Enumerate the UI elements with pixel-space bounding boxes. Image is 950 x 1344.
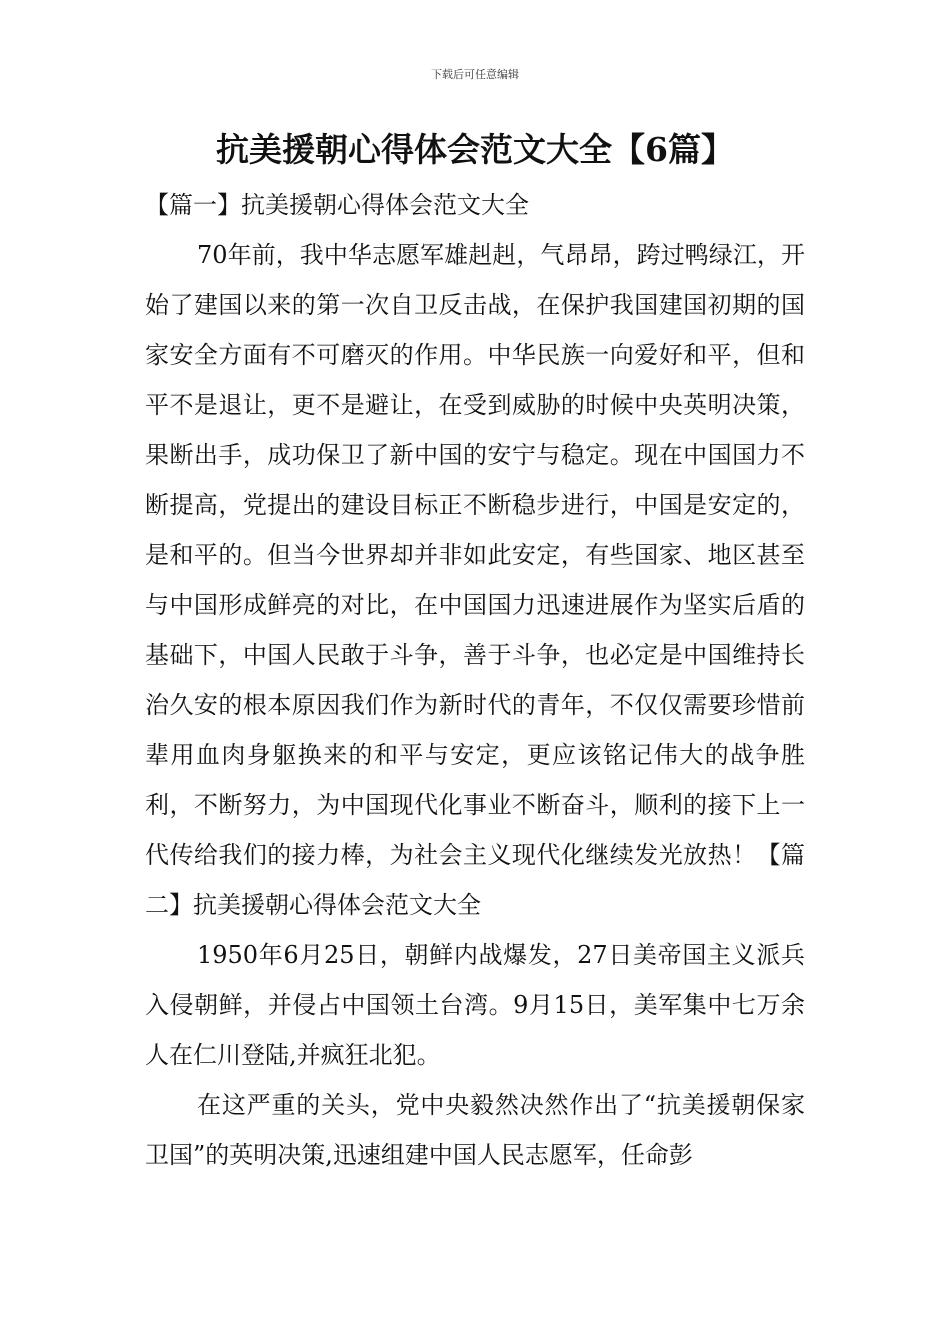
document-body xyxy=(145,180,805,1180)
section-heading: 【篇一】抗美援朝心得体会范文大全 xyxy=(145,191,529,219)
page-header-note: 下载后可任意编辑 xyxy=(431,68,519,81)
document-title: 抗美援朝心得体会范文大全【6篇】 xyxy=(216,130,734,169)
body-paragraph: 在这严重的关头，党中央毅然决然作出了“抗美援朝保家卫国”的英明决策,迅速组建中国人民志愿军，任命彭 xyxy=(145,1091,805,1169)
body-paragraph: 70年前，我中华志愿军雄赳赳，气昂昂，跨过鸭绿江，开始了建国以来的第一次自卫反击战，在保护我国建国初期的国家安全方面有不可磨灭的作用。中华民族一向爱好和平，但和平不是退让，更不是避让，在受到威胁的时候中央英明决策，果断出手，成功保卫了新中国的安宁与稳定。现在中国国力不断提高，党提出的建设目标正不断稳步进行，中国是安定的，是和平的。但当今世界却并非如此安定，有些国家、地区甚至与中国形成鲜亮的对比，在中国国力迅速进展作为坚实后盾的基础下，中国人民敢于斗争，善于斗争，也必定是中国维持长治久安的根本原因我们作为新时代的青年，不仅仅需要珍惜前辈用血肉身躯换来的和平与安定，更应该铭记伟大的战争胜利，不断努力，为中国现代化事业不断奋斗，顺利的接下上一代传给我们的接力棒，为社会主义现代化继续发光放热！【篇二】抗美援朝心得体会范文大全 xyxy=(145,241,805,919)
body-paragraph: 1950年6月25日，朝鲜内战爆发，27日美帝国主义派兵入侵朝鲜，并侵占中国领土台湾。9月15日，美军集中七万余人在仁川登陆,并疯狂北犯。 xyxy=(145,941,805,1069)
